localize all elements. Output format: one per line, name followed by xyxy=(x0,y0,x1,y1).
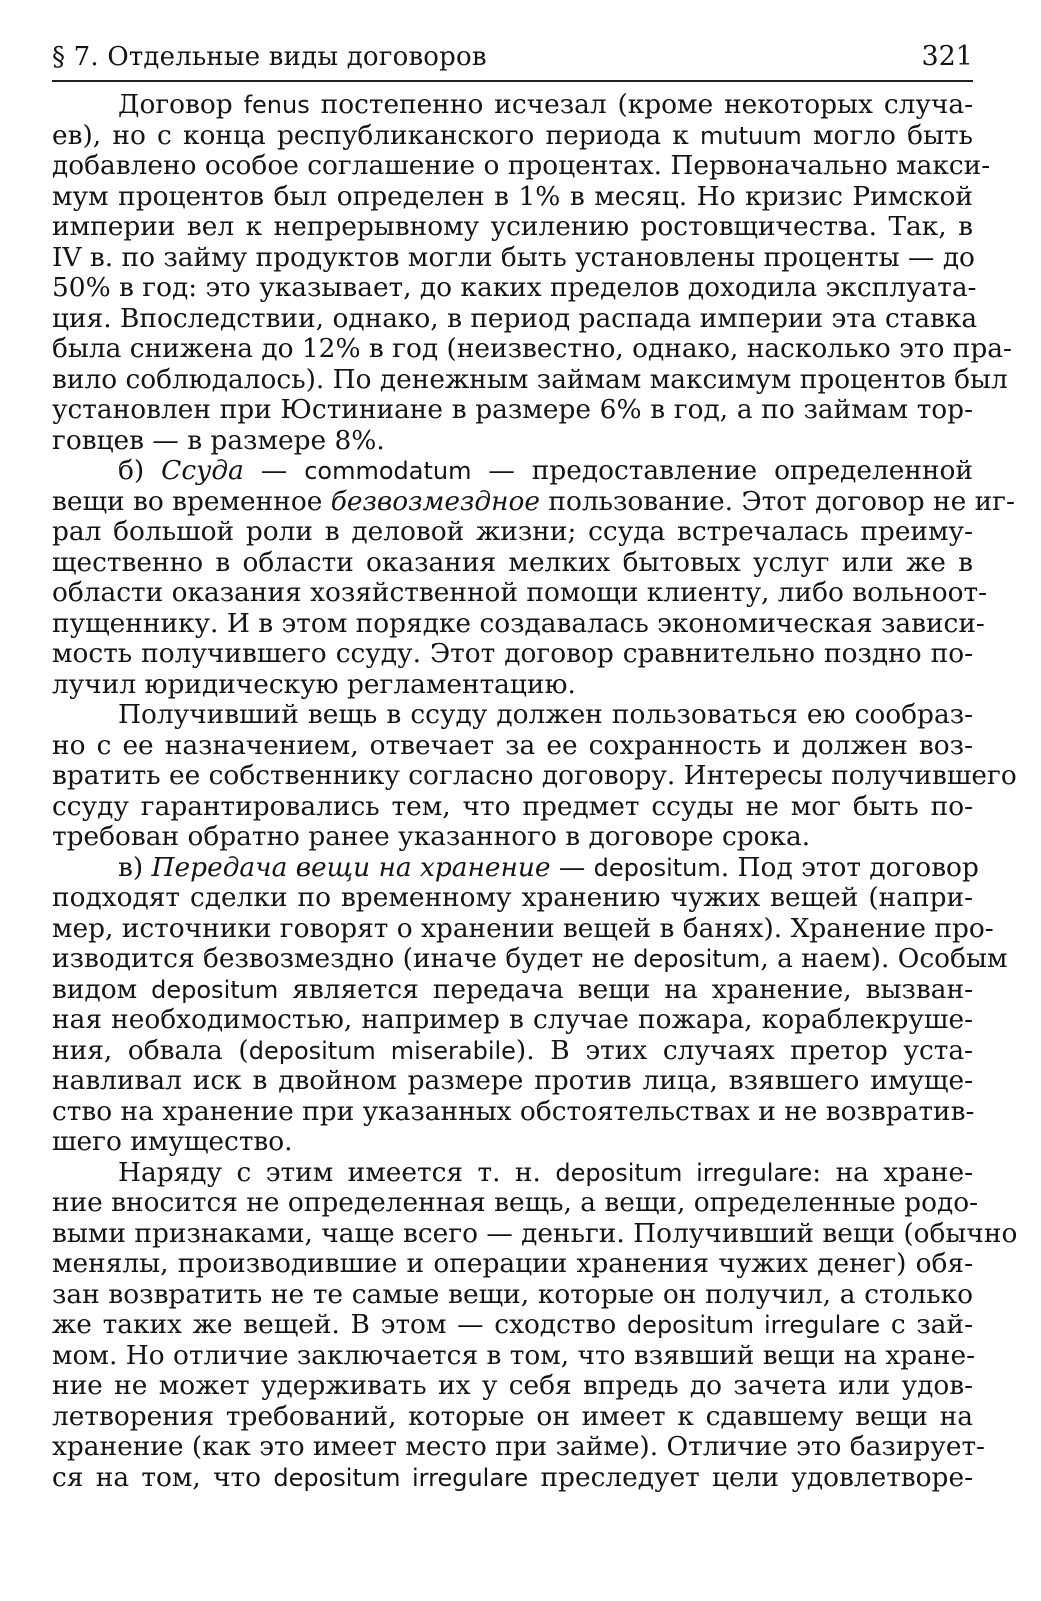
latin-term: depositum irregulare xyxy=(273,1463,529,1492)
text-line xyxy=(52,1310,973,1341)
text-line xyxy=(52,272,977,304)
text-line xyxy=(52,1217,1018,1250)
text-run: выми признаками, чаще всего — деньги. Получивший вещи (обычно xyxy=(52,1217,1018,1249)
text-line xyxy=(52,90,973,121)
text-line xyxy=(52,943,1008,975)
text-line xyxy=(52,883,973,914)
text-run: пущеннику. И в этом порядке создавалась экономическая зависи- xyxy=(52,607,985,639)
latin-term: depositum xyxy=(633,945,761,973)
latin-term: commodatum xyxy=(304,457,472,485)
text-run: установлен при Юстиниане в размере 6% в год, а по займам тор- xyxy=(52,394,973,425)
text-line xyxy=(52,577,988,609)
text-line xyxy=(52,639,973,670)
text-run: летворения требований, которые он имеет к сдавшему вещи на xyxy=(52,1400,973,1432)
text-line xyxy=(52,548,973,579)
text-run: постепенно исчезал (кроме некоторых случа- xyxy=(309,89,973,120)
text-run: лучил юридическую регламентацию. xyxy=(52,668,576,700)
text-line xyxy=(52,1431,985,1463)
text-line xyxy=(52,792,973,823)
text-run: шего имущество. xyxy=(52,1126,293,1157)
text-run: ние вносится не определенная вещь, а вещи, определенные родо- xyxy=(52,1187,979,1218)
text-line xyxy=(52,670,973,701)
latin-term: fenus xyxy=(243,91,310,119)
text-run: Наряду с этим имеется т. н. xyxy=(118,1156,556,1188)
text-line xyxy=(52,333,1012,365)
section-title: § 7. Отдельные виды договоров xyxy=(52,42,487,72)
text-run: империи вел к непрерывному усилению ростовщичества. Так, в xyxy=(52,211,973,242)
text-run: ся на том, что xyxy=(52,1461,274,1493)
text-run: является передача вещи на хранение, вызван- xyxy=(278,973,973,1005)
text-run: видом xyxy=(52,973,152,1005)
text-run: вило соблюдалось). По денежным займам максимум процентов был xyxy=(52,363,1008,395)
text-line xyxy=(52,1036,973,1067)
text-run: — xyxy=(550,851,594,883)
text-line xyxy=(52,1005,973,1036)
running-header xyxy=(52,40,973,82)
text-line xyxy=(52,700,973,731)
italic-term: безвозмездное xyxy=(330,485,540,517)
text-run: зан возвратить не те самые вещи, которые он получил, а столько xyxy=(52,1278,973,1310)
text-run: , а наем). Особым xyxy=(760,943,1008,974)
text-line xyxy=(52,975,973,1006)
text-run: же таких же вещей. В этом — сходство xyxy=(52,1309,627,1340)
text-run: ство на хранение при указанных обстоятельствах и не возвратив- xyxy=(52,1095,975,1127)
text-run: мер, источники говорят о хранении вещей в банях). Хранение про- xyxy=(52,912,994,944)
text-line xyxy=(52,121,973,152)
text-run: б) xyxy=(118,455,162,486)
latin-term: depositum irregulare xyxy=(626,1311,881,1339)
text-line xyxy=(52,731,973,762)
text-run: добавлено особое соглашение о процентах. Первоначально макси- xyxy=(52,150,991,181)
italic-term: Ссуда xyxy=(161,455,244,486)
text-run: — xyxy=(243,455,305,486)
text-run: менялы, производившие и операции хранения чужих денег) обя- xyxy=(52,1248,973,1279)
text-run: но с ее назначением, отвечает за ее сохранность и должен воз- xyxy=(52,729,973,761)
body-text xyxy=(52,89,1018,1493)
text-run: ). В этих случаях претор уста- xyxy=(515,1034,973,1066)
text-run: IV в. по займу продуктов могли быть установлены проценты — до xyxy=(52,241,975,273)
text-line xyxy=(52,1402,973,1433)
text-line xyxy=(52,243,973,274)
text-line xyxy=(52,150,991,182)
text-line xyxy=(52,1187,979,1219)
text-run: хранение (как это имеет место при займе). Отличие это базирует- xyxy=(52,1431,985,1462)
text-run: : на хране- xyxy=(812,1156,973,1188)
text-line xyxy=(52,1097,973,1128)
text-run: изводится безвозмездно (иначе будет не xyxy=(52,943,634,974)
text-run: Договор xyxy=(118,89,244,120)
text-run: мум процентов был определен в 1% в месяц. Но кризис Римской xyxy=(52,180,973,212)
text-line xyxy=(52,1158,973,1189)
text-line xyxy=(52,912,994,945)
text-run: могло быть xyxy=(801,119,973,151)
text-run: Получивший вещь в ссуду должен пользоваться ею сообраз- xyxy=(118,699,973,730)
latin-term: depositum irregulare xyxy=(555,1158,813,1187)
text-run: — предоставление определенной xyxy=(471,455,974,486)
text-run: мость получившего ссуду. Этот договор сравнительно поздно по- xyxy=(52,638,973,669)
text-run: рал большой роли в деловой жизни; ссуда встречалась преиму- xyxy=(52,516,973,547)
text-run: 50% в год: это указывает, до каких пределов доходила эксплуата- xyxy=(52,272,977,303)
text-line xyxy=(52,1280,973,1311)
text-line xyxy=(52,1127,973,1158)
text-line xyxy=(52,426,973,457)
text-run: требован обратно ранее указанного в договоре срока. xyxy=(52,821,811,852)
text-run: ная необходимостью, например в случае пожара, кораблекруше- xyxy=(52,1004,973,1035)
text-line xyxy=(52,485,1015,518)
text-run: ция. Впоследствии, однако, в период распада империи эта ставка xyxy=(52,302,978,334)
text-line xyxy=(52,395,973,426)
text-run: области оказания хозяйственной помощи клиенту, либо вольноот- xyxy=(52,577,988,608)
text-run: пользование. Этот договор не иг- xyxy=(540,485,1015,517)
text-line xyxy=(52,517,973,548)
italic-term: Передача вещи на хранение xyxy=(151,851,551,883)
text-run: мом. Но отличие заключается в том, что взявший вещи на хране- xyxy=(52,1339,976,1371)
text-line xyxy=(52,1066,973,1097)
text-line xyxy=(52,1371,973,1402)
text-run: говцев — в размере 8%. xyxy=(52,424,385,456)
text-run: ев), но с конца республиканского периода к xyxy=(52,119,700,151)
text-line xyxy=(52,456,973,487)
text-run: вещи во временное xyxy=(52,485,331,517)
text-run: ссуду гарантировались тем, что предмет ссуды не мог быть по- xyxy=(52,790,973,822)
text-line xyxy=(52,212,973,243)
text-line xyxy=(52,822,973,853)
text-line xyxy=(52,182,973,213)
text-run: преследует цели удовлетворе- xyxy=(528,1461,973,1493)
text-run: вратить ее собственнику согласно договору. Интересы получившего xyxy=(52,760,1017,791)
text-line xyxy=(52,760,1017,792)
text-line xyxy=(52,302,978,335)
text-line xyxy=(52,1463,973,1494)
text-line xyxy=(52,851,979,884)
text-line xyxy=(52,607,985,640)
text-line xyxy=(52,363,1008,396)
text-run: подходят сделки по временному хранению чужих вещей (напри- xyxy=(52,882,973,913)
latin-term: depositum miserabile xyxy=(248,1036,516,1065)
text-run: ние не может удерживать их у себя впредь до зачета или удов- xyxy=(52,1370,973,1401)
page-number: 321 xyxy=(921,41,973,72)
text-run: в) xyxy=(118,851,152,883)
latin-term: depositum xyxy=(593,853,721,882)
text-run: с зай- xyxy=(880,1309,973,1340)
latin-term: mutuum xyxy=(699,121,802,150)
text-line xyxy=(52,1339,976,1372)
text-line xyxy=(52,1249,973,1280)
text-run: щественно в области оказания мелких бытовых услуг или же в xyxy=(52,546,973,578)
text-run: была снижена до 12% в год (неизвестно, однако, насколько это пра- xyxy=(52,333,1012,364)
text-run: навливал иск в двойном размере против лица, взявшего имуще- xyxy=(52,1065,973,1096)
text-run: . Под этот договор xyxy=(720,851,979,883)
latin-term: depositum xyxy=(151,975,279,1004)
text-run: ния, обвала ( xyxy=(52,1034,249,1066)
